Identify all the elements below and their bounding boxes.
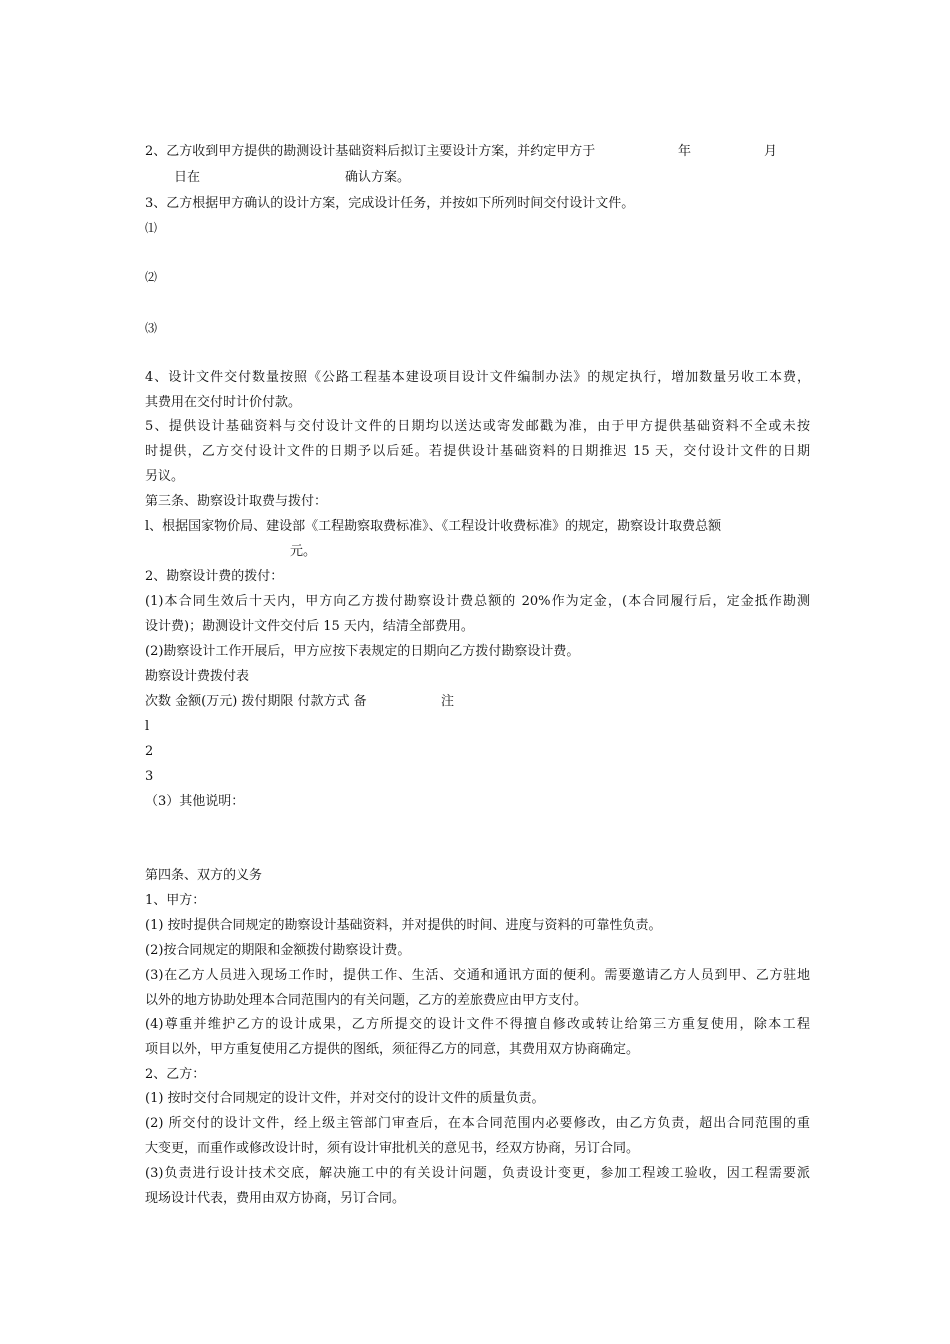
fee-unit-yuan: 元。 — [290, 544, 317, 559]
day-label: 日在 — [174, 170, 201, 185]
payment-table-row-2: 2 — [145, 744, 154, 759]
payment-table-row-3: 3 — [145, 769, 154, 784]
party-b-item-1: (1) 按时交付合同规定的设计文件，并对交付的设计文件的质量负责。 — [145, 1091, 545, 1106]
other-notes: （3）其他说明： — [145, 794, 245, 809]
confirm-plan-text: 确认方案。 — [345, 170, 411, 185]
party-a-item-4-line-2: 项目以外，甲方重复使用乙方提供的图纸，须征得乙方的同意，其费用双方协商确定。 — [145, 1042, 640, 1057]
party-b-heading: 2、乙方： — [145, 1067, 206, 1082]
party-b-item-3-line-2: 现场设计代表，费用由双方协商，另订合同。 — [145, 1191, 406, 1206]
payment-table-header-note: 注 — [441, 694, 455, 709]
party-a-item-3-line-2: 以外的地方协助处理本合同范围内的有关问题，乙方的差旅费应由甲方支付。 — [145, 993, 588, 1008]
party-b-item-2-line-1: (2) 所交付的设计文件，经上级主管部门审查后，在本合同范围内必要修改，由乙方负责，超出合同范围的重 — [145, 1116, 810, 1131]
payment-table-header: 次数 金额(万元) 拨付期限 付款方式 备 — [145, 694, 367, 709]
fee-payment-item-2: (2)勘察设计工作开展后，甲方应按下表规定的日期向乙方拨付勘察设计费。 — [145, 644, 580, 659]
item-3-marker: ⑶ — [145, 321, 158, 335]
party-b-item-3-line-1: (3)负责进行设计技术交底，解决施工中的有关设计问题，负责设计变更，参加工程竣工验收，因工程需要派 — [145, 1166, 810, 1181]
party-a-item-4-line-1: (4)尊重并维护乙方的设计成果，乙方所提交的设计文件不得擅自修改或转让给第三方重复使用，除本工程 — [145, 1017, 810, 1032]
fee-payment-heading: 2、勘察设计费的拨付： — [145, 569, 284, 584]
item-1-marker: ⑴ — [145, 221, 158, 235]
party-a-item-2: (2)按合同规定的期限和金额拨付勘察设计费。 — [145, 943, 411, 958]
clause-3-line: 3、乙方根据甲方确认的设计方案，完成设计任务，并按如下所列时间交付设计文件。 — [145, 196, 635, 211]
year-label: 年 — [678, 144, 692, 159]
party-b-item-2-line-2: 大变更，而重作或修改设计时，须有设计审批机关的意见书，经双方协商，另订合同。 — [145, 1141, 640, 1156]
article-4-heading: 第四条、双方的义务 — [145, 868, 263, 883]
party-a-item-3-line-1: (3)在乙方人员进入现场工作时，提供工作、生活、交通和通讯方面的便利。需要邀请乙方人员到甲、乙方驻地 — [145, 968, 810, 983]
clause-4-line-1: 4、设计文件交付数量按照《公路工程基本建设项目设计文件编制办法》的规定执行，增加数量另收工本费， — [145, 370, 810, 385]
clause-5-line-2: 时提供，乙方交付设计文件的日期予以后延。若提供设计基础资料的日期推迟 15 天，交付设计文件的日期 — [145, 444, 810, 459]
article-3-heading: 第三条、勘察设计取费与拨付： — [145, 494, 328, 509]
fee-basis-line-1: l、根据国家物价局、建设部《工程勘察取费标准》、《工程设计收费标准》的规定，勘察设计取费总额 — [145, 519, 722, 534]
party-a-heading: 1、甲方： — [145, 893, 206, 908]
clause-2-line-1: 2、乙方收到甲方提供的勘测设计基础资料后拟订主要设计方案，并约定甲方于 — [145, 144, 596, 159]
payment-table-row-1: l — [145, 719, 150, 734]
month-label: 月 — [764, 144, 778, 159]
clause-5-line-1: 5、提供设计基础资料与交付设计文件的日期均以送达或寄发邮戳为准，由于甲方提供基础资料不全或未按 — [145, 419, 810, 434]
fee-payment-item-1-line-2: 设计费)；勘测设计文件交付后 15 天内，结清全部费用。 — [145, 619, 474, 634]
fee-payment-item-1-line-1: (1)本合同生效后十天内，甲方向乙方拨付勘察设计费总额的 20%作为定金，(本合同履行后，定金抵作勘测 — [145, 594, 810, 609]
payment-table-title: 勘察设计费拨付表 — [145, 669, 250, 684]
item-2-marker: ⑵ — [145, 270, 158, 284]
clause-5-line-3: 另议。 — [145, 469, 185, 484]
clause-4-line-2: 其费用在交付时计价付款。 — [145, 395, 302, 410]
party-a-item-1: (1) 按时提供合同规定的勘察设计基础资料，并对提供的时间、进度与资料的可靠性负责。 — [145, 918, 662, 933]
